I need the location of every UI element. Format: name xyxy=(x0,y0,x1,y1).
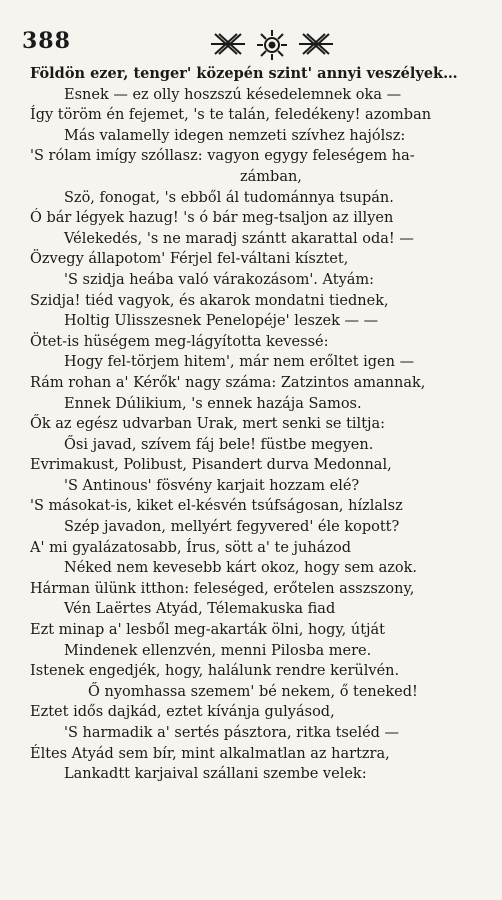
text-line: Ezt minap a' lesből meg-akarták ölni, hogy, útját xyxy=(30,622,385,639)
text-line: Mindenek ellenzvén, menni Pilosba mere. xyxy=(64,642,372,659)
text-line: Szö, fonogat, 's ebből ál tudománnya tsupán. xyxy=(64,189,394,206)
text-line: Ötet-is hüségem meg-lágyította kevessé: xyxy=(30,333,329,350)
text-line: Földön ezer, tenger' közepén szint' annyi veszélyek… xyxy=(30,65,458,82)
text-line: 'S másokat-is, kiket el-késvén tsúfságosan, hízlalsz xyxy=(30,498,403,515)
text-line: Más valamelly idegen nemzeti szívhez hajólsz: xyxy=(64,127,406,144)
text-line: A' mi gyalázatosabb, Írus, sött a' te juházod xyxy=(30,539,351,556)
text-line: Eztet idős dajkád, eztet kívánja gulyásod, xyxy=(30,704,335,721)
text-line: Szép javadon, mellyért fegyvered' éle kopott? xyxy=(64,519,400,536)
text-line: Így töröm én fejemet, 's te talán, feledékeny! azomban xyxy=(30,107,432,124)
text-line: Hogy fel-törjem hitem', már nem erőltet igen — xyxy=(64,354,415,371)
page-header xyxy=(22,28,480,62)
text-line: Evrimakust, Polibust, Pisandert durva Medonnal, xyxy=(30,457,392,474)
text-line: Néked nem kevesebb kárt okoz, hogy sem azok. xyxy=(64,560,417,577)
poem-text xyxy=(30,64,482,785)
page-number: 388 xyxy=(22,28,71,54)
text-line: 'S szidja heába való várakozásom'. Atyám: xyxy=(64,271,375,288)
text-line: Ők az egész udvarban Urak, mert senki se tiltja: xyxy=(30,416,386,433)
text-line: zámban, xyxy=(240,168,302,185)
text-line: Vén Laërtes Atyád, Télemakuska fiad xyxy=(64,601,336,618)
ornament-icon xyxy=(197,28,347,60)
text-line: Vélekedés, 's ne maradj szántt akarattal oda! — xyxy=(64,230,414,247)
text-line: Éltes Atyád sem bír, mint alkalmatlan az hartzra, xyxy=(30,745,390,762)
text-line: Ennek Dúlikium, 's ennek hazája Samos. xyxy=(64,395,362,412)
text-line: 'S Antinous' fösvény karjait hozzam elé? xyxy=(64,477,360,494)
text-line: 'S rólam imígy szóllasz: vagyon egygy feleségem ha- xyxy=(30,148,415,165)
text-line: Istenek engedjék, hogy, halálunk rendre kerülvén. xyxy=(30,663,400,680)
text-line: Özvegy állapotom' Férjel fel-váltani kísztet, xyxy=(30,251,349,268)
text-line: Ősi javad, szívem fáj bele! füstbe megyen. xyxy=(64,436,374,453)
text-line: Szidja! tiéd vagyok, és akarok mondatni tiednek, xyxy=(30,292,389,309)
text-line: 'S harmadik a' sertés pásztora, ritka tseléd — xyxy=(64,725,400,741)
text-line: Lankadtt karjaival szállani szembe velek: xyxy=(64,766,367,783)
text-line: Holtig Ulisszesnek Penelopéje' leszek — — xyxy=(64,313,379,330)
text-line: Ó bár légyek hazug! 's ó bár meg-tsaljon az illyen xyxy=(30,210,394,227)
text-line: Rám rohan a' Kérők' nagy száma: Zatzintos amannak, xyxy=(30,374,426,391)
text-line: Esnek — ez olly hoszszú késedelemnek oka — xyxy=(64,86,402,103)
text-line: Ő nyomhassa szemem' bé nekem, ő teneked! xyxy=(88,683,418,700)
text-line: Hárman ülünk itthon: feleséged, erőtelen asszszony, xyxy=(30,580,415,597)
